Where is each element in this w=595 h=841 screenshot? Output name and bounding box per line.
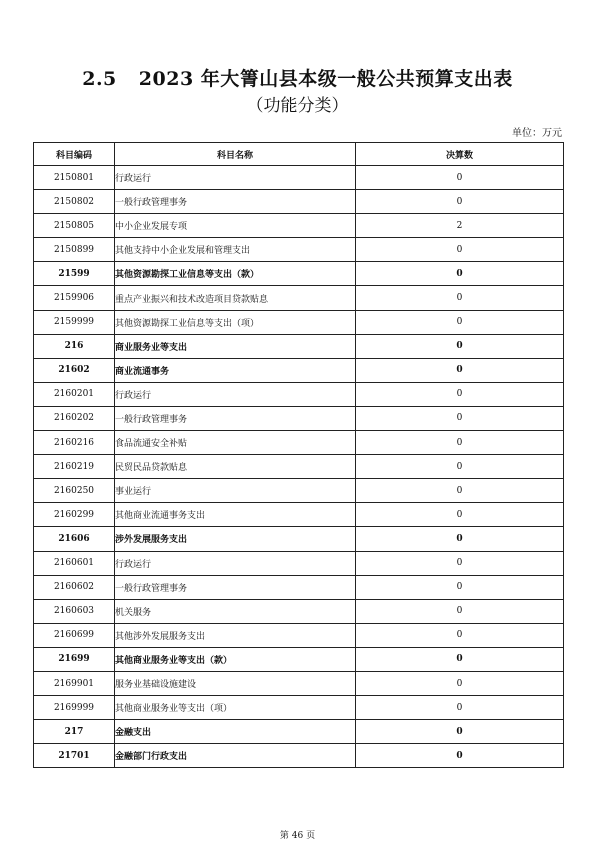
table-row [34,358,564,382]
cell-name: 民贸民品贷款贴息 [115,455,356,479]
cell-name: 服务业基础设施建设 [115,671,356,695]
section-number: 2.5 [82,68,117,90]
unit-label: 单位：万元 [512,128,562,139]
cell-name: 事业运行 [115,479,356,503]
table-row [34,720,564,744]
page-subtitle: （功能分类） [246,96,349,116]
table-row [34,334,564,358]
cell-code: 21606 [34,527,115,551]
table-row [34,310,564,334]
table-row [34,406,564,430]
cell-value: 0 [356,262,564,286]
cell-value: 0 [356,599,564,623]
cell-value: 0 [356,382,564,406]
budget-table [33,142,564,768]
cell-name: 一般行政管理事务 [115,190,356,214]
cell-value: 0 [356,551,564,575]
cell-code: 2159999 [34,310,115,334]
cell-value: 0 [356,334,564,358]
table-row [34,551,564,575]
table-row [34,479,564,503]
cell-code: 2160299 [34,503,115,527]
cell-value: 0 [356,238,564,262]
table-row [34,527,564,551]
table-row [34,455,564,479]
cell-value: 0 [356,166,564,190]
cell-code: 2150801 [34,166,115,190]
cell-code: 2160219 [34,455,115,479]
cell-value: 0 [356,190,564,214]
cell-name: 其他商业服务业等支出（款） [115,647,356,671]
title-text: 2023 年大箐山县本级一般公共预算支出表 [138,68,513,90]
table-row [34,190,564,214]
table-row [34,671,564,695]
cell-value: 0 [356,310,564,334]
cell-code: 2150802 [34,190,115,214]
cell-code: 2159906 [34,286,115,310]
cell-value: 0 [356,696,564,720]
table-row [34,238,564,262]
cell-value: 0 [356,575,564,599]
cell-name: 行政运行 [115,382,356,406]
cell-value: 0 [356,527,564,551]
header-name: 科目名称 [115,143,356,166]
table-row [34,166,564,190]
cell-code: 2160201 [34,382,115,406]
cell-value: 0 [356,431,564,455]
cell-code: 21599 [34,262,115,286]
table-row [34,647,564,671]
cell-name: 涉外发展服务支出 [115,527,356,551]
cell-name: 其他支持中小企业发展和管理支出 [115,238,356,262]
header-value: 决算数 [356,143,564,166]
cell-code: 2160699 [34,623,115,647]
table-row [34,262,564,286]
table-body [34,166,564,768]
cell-value: 0 [356,455,564,479]
cell-value: 2 [356,214,564,238]
page-number: 第 46 页 [279,831,316,841]
cell-code: 217 [34,720,115,744]
cell-code: 2160216 [34,431,115,455]
cell-name: 食品流通安全补贴 [115,431,356,455]
cell-code: 2169999 [34,696,115,720]
cell-name: 行政运行 [115,166,356,190]
table-row [34,286,564,310]
table-row [34,599,564,623]
table-row [34,696,564,720]
cell-code: 2160202 [34,406,115,430]
cell-value: 0 [356,406,564,430]
cell-code: 21602 [34,358,115,382]
cell-value: 0 [356,720,564,744]
cell-value: 0 [356,623,564,647]
table-row [34,503,564,527]
cell-name: 其他资源勘探工业信息等支出（项） [115,310,356,334]
cell-value: 0 [356,503,564,527]
table-header-row [34,143,564,166]
table-row [34,382,564,406]
cell-code: 2160601 [34,551,115,575]
cell-code: 2160603 [34,599,115,623]
cell-name: 重点产业振兴和技术改造项目贷款贴息 [115,286,356,310]
table-row [34,431,564,455]
cell-value: 0 [356,647,564,671]
cell-name: 其他商业流通事务支出 [115,503,356,527]
cell-code: 21701 [34,744,115,768]
cell-value: 0 [356,479,564,503]
cell-name: 其他涉外发展服务支出 [115,623,356,647]
cell-name: 其他资源勘探工业信息等支出（款） [115,262,356,286]
cell-name: 一般行政管理事务 [115,575,356,599]
cell-value: 0 [356,358,564,382]
cell-name: 一般行政管理事务 [115,406,356,430]
cell-code: 2160602 [34,575,115,599]
table-row [34,575,564,599]
page-title [0,64,595,91]
cell-value: 0 [356,744,564,768]
table-row [34,214,564,238]
cell-name: 其他商业服务业等支出（项） [115,696,356,720]
cell-code: 2160250 [34,479,115,503]
cell-code: 216 [34,334,115,358]
table-row [34,744,564,768]
cell-code: 21699 [34,647,115,671]
cell-name: 商业服务业等支出 [115,334,356,358]
table-row [34,623,564,647]
cell-name: 金融部门行政支出 [115,744,356,768]
cell-name: 机关服务 [115,599,356,623]
header-code: 科目编码 [34,143,115,166]
cell-name: 行政运行 [115,551,356,575]
cell-value: 0 [356,671,564,695]
cell-name: 商业流通事务 [115,358,356,382]
cell-code: 2150899 [34,238,115,262]
cell-code: 2150805 [34,214,115,238]
cell-value: 0 [356,286,564,310]
cell-name: 金融支出 [115,720,356,744]
cell-name: 中小企业发展专项 [115,214,356,238]
cell-code: 2169901 [34,671,115,695]
